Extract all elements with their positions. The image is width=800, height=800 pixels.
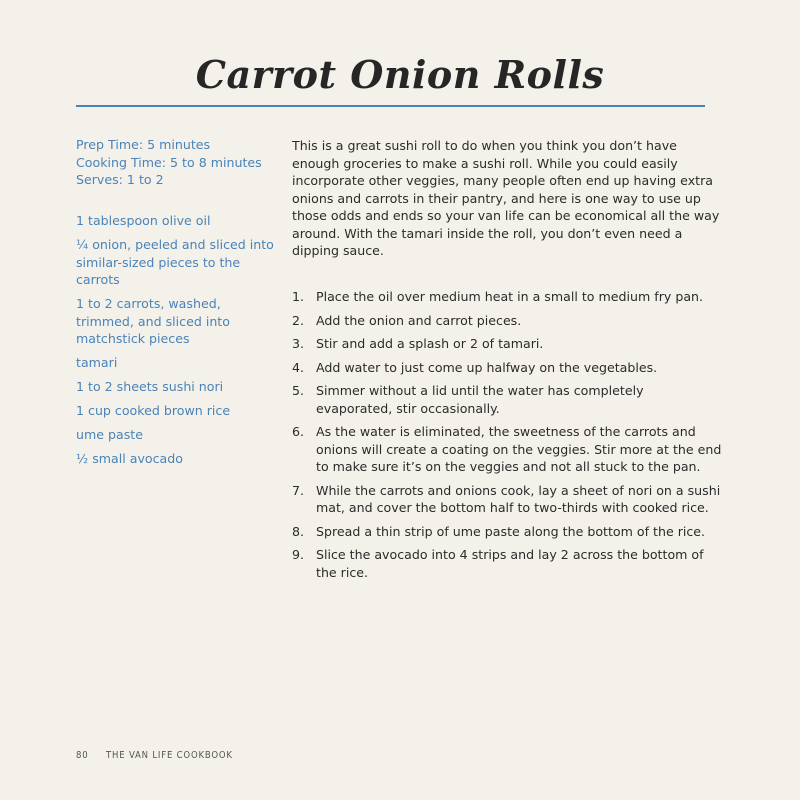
step-text: Add water to just come up halfway on the vegetables. bbox=[316, 359, 658, 375]
recipe-intro: This is a great sushi roll to do when you think you don’t have enough groceries to make a sushi roll. While you could easily incorporate other veggies, many people often end up having extra onions and carrots in their pantry, and here is one way to use up those odds and ends so your van life can be economical all the way around. With the tamari inside the roll, you don’t even need a dipping sauce. bbox=[292, 138, 720, 258]
book-title: THE VAN LIFE COOKBOOK bbox=[106, 750, 233, 761]
serves: Serves: 1 to 2 bbox=[76, 172, 164, 187]
step-item bbox=[292, 423, 722, 476]
page-number: 80 bbox=[76, 750, 89, 761]
ingredient-item: ume paste bbox=[76, 427, 143, 442]
prep-time: Prep Time: 5 minutes bbox=[76, 137, 211, 152]
ingredient-item: 1 to 2 sheets sushi nori bbox=[76, 379, 224, 394]
step-text: While the carrots and onions cook, lay a sheet of nori on a sushi mat, and cover the bottom half to two-thirds with cooked rice. bbox=[316, 482, 721, 515]
step-item bbox=[292, 523, 722, 541]
step-number: 3. bbox=[292, 336, 305, 351]
ingredient-list bbox=[76, 212, 276, 474]
step-number: 6. bbox=[292, 424, 305, 439]
ingredient-item: ½ small avocado bbox=[76, 451, 183, 466]
step-number: 9. bbox=[292, 547, 305, 562]
ingredient-item: 1 cup cooked brown rice bbox=[76, 403, 231, 418]
page-footer bbox=[76, 750, 233, 761]
ingredient-item: tamari bbox=[76, 355, 118, 370]
step-number: 7. bbox=[292, 482, 305, 498]
cooking-time: Cooking Time: 5 to 8 minutes bbox=[76, 154, 262, 170]
step-item bbox=[292, 359, 722, 377]
step-item bbox=[292, 546, 722, 581]
step-text: Spread a thin strip of ume paste along the bottom of the rice. bbox=[316, 523, 706, 539]
title-divider bbox=[76, 105, 705, 107]
step-text: Slice the avocado into 4 strips and lay 2 across the bottom of the rice. bbox=[316, 547, 704, 580]
step-text: Add the onion and carrot pieces. bbox=[316, 312, 522, 328]
ingredient-item: 1 to 2 carrots, washed, trimmed, and sliced into matchstick pieces bbox=[76, 296, 230, 346]
step-text: Simmer without a lid until the water has completely evaporated, stir occasionally. bbox=[316, 383, 644, 416]
step-number: 4. bbox=[292, 359, 305, 375]
step-text: Stir and add a splash or 2 of tamari. bbox=[316, 336, 544, 351]
step-item bbox=[292, 288, 722, 306]
step-number: 2. bbox=[292, 312, 305, 328]
step-text: Place the oil over medium heat in a small to medium fry pan. bbox=[316, 289, 704, 304]
instruction-steps bbox=[292, 288, 722, 587]
step-number: 1. bbox=[292, 289, 305, 304]
step-number: 8. bbox=[292, 523, 305, 539]
recipe-title: Carrot Onion Rolls bbox=[195, 52, 605, 97]
step-item bbox=[292, 312, 722, 330]
step-item bbox=[292, 482, 722, 517]
recipe-meta bbox=[76, 136, 276, 189]
ingredient-item: ¼ onion, peeled and sliced into similar-sized pieces to the carrots bbox=[76, 237, 274, 287]
step-item bbox=[292, 382, 722, 417]
step-number: 5. bbox=[292, 383, 305, 398]
ingredient-item: 1 tablespoon olive oil bbox=[76, 213, 211, 228]
step-text: As the water is eliminated, the sweetness of the carrots and onions will create a coating on the veggies. Stir more at the end to make sure it’s on the veggies and not all stuck to the pan. bbox=[316, 424, 722, 474]
step-item bbox=[292, 335, 722, 353]
